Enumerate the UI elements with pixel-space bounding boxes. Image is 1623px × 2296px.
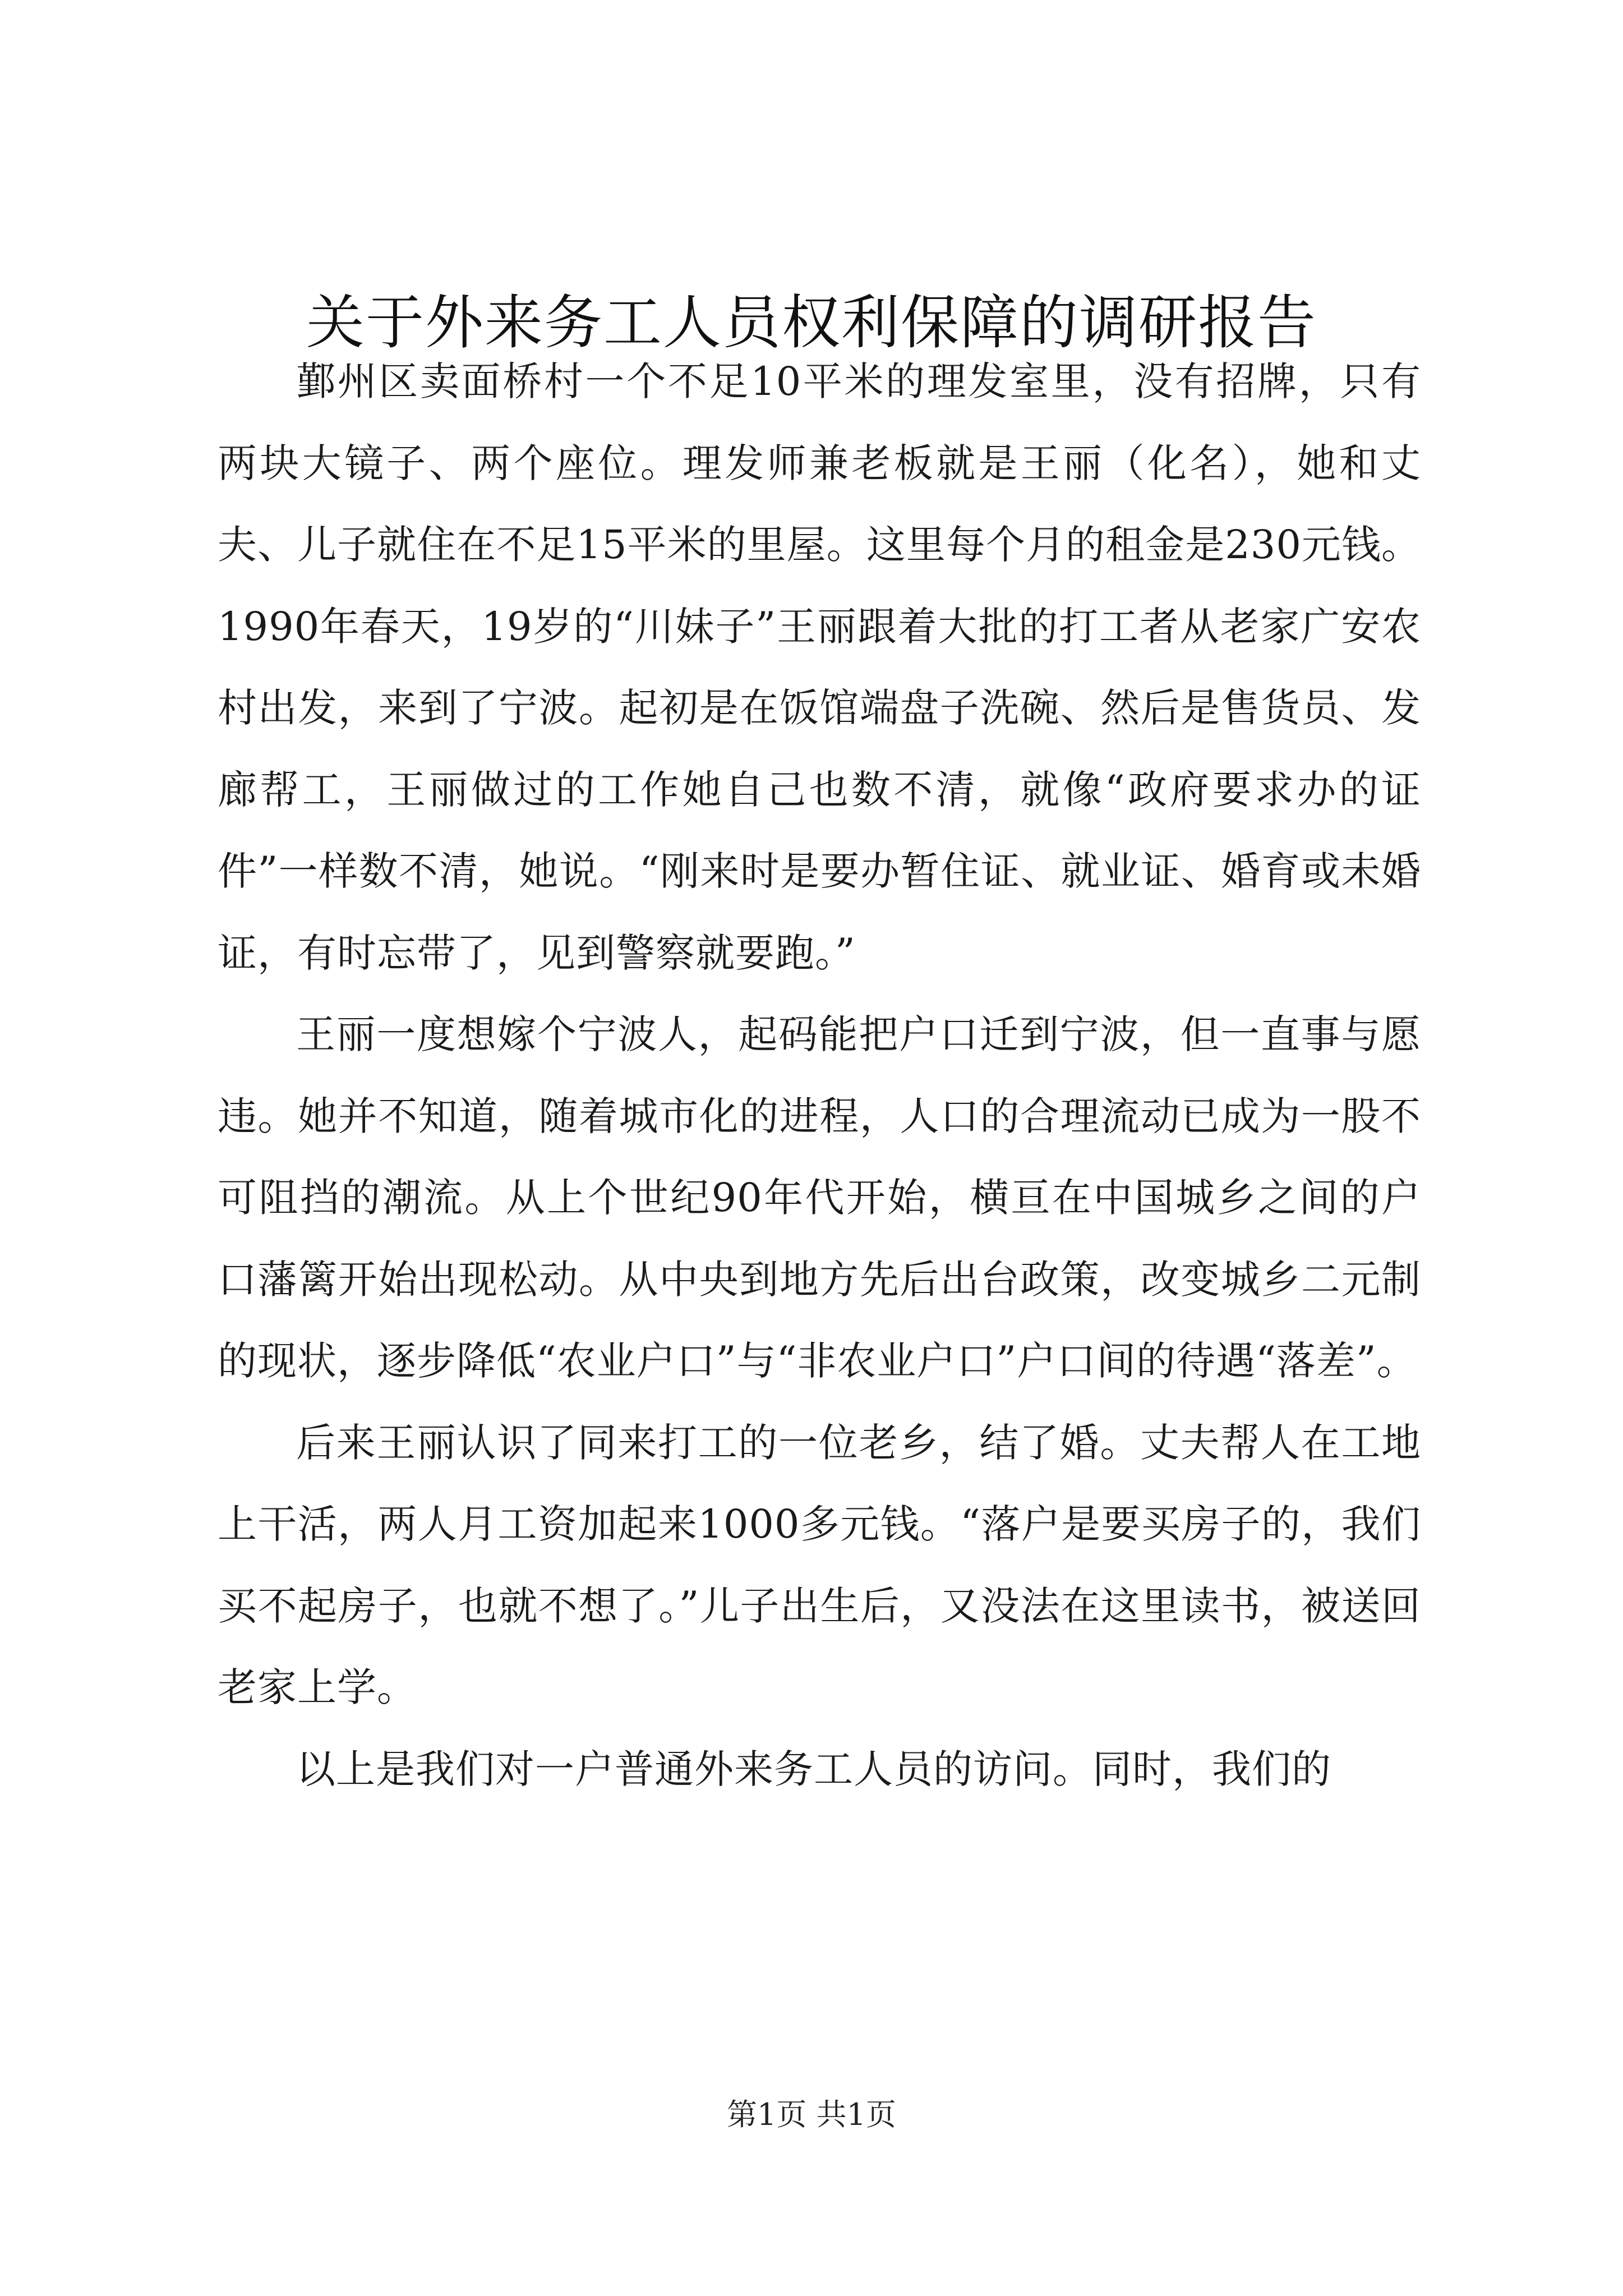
paragraph-1: 鄞州区卖面桥村一个不足10平米的理发室里，没有招牌，只有两块大镜子、两个座位。理发师兼老板就是王丽（化名），她和丈夫、儿子就住在不足15平米的里屋。这里每个月的租金是230元钱。1990年春天，19岁的“川妹子”王丽跟着大批的打工者从老家广安农村出发，来到了宁波。起初是在饭馆端盘子洗碗、然后是售货员、发廊帮工，王丽做过的工作她自己也数不清，就像“政府要求办的证件”一样数不清，她说。“刚来时是要办暂住证、就业证、婚育或未婚证，有时忘带了，见到警察就要跑。”: [218, 358, 1421, 976]
paragraph-4: 以上是我们对一户普通外来务工人员的访问。同时，我们的: [296, 1746, 1331, 1792]
paragraph-3: 后来王丽认识了同来打工的一位老乡，结了婚。丈夫帮人在工地上干活，两人月工资加起来1000多元钱。“落户是要买房子的，我们买不起房子，也就不想了。”儿子出生后，又没法在这里读书，被送回老家上学。: [218, 1419, 1421, 1710]
document-body: [218, 341, 1421, 1810]
document-title: 关于外来务工人员权利保障的调研报告: [306, 288, 1317, 357]
page-footer: 第1页 共1页: [727, 2097, 896, 2132]
paragraph-2: 王丽一度想嫁个宁波人，起码能把户口迁到宁波，但一直事与愿违。她并不知道，随着城市化的进程，人口的合理流动已成为一股不可阻挡的潮流。从上个世纪90年代开始，横亘在中国城乡之间的户口藩篱开始出现松动。从中央到地方先后出台政策，改变城乡二元制的现状，逐步降低“农业户口”与“非农业户口”户口间的待遇“落差”。: [218, 1011, 1421, 1384]
